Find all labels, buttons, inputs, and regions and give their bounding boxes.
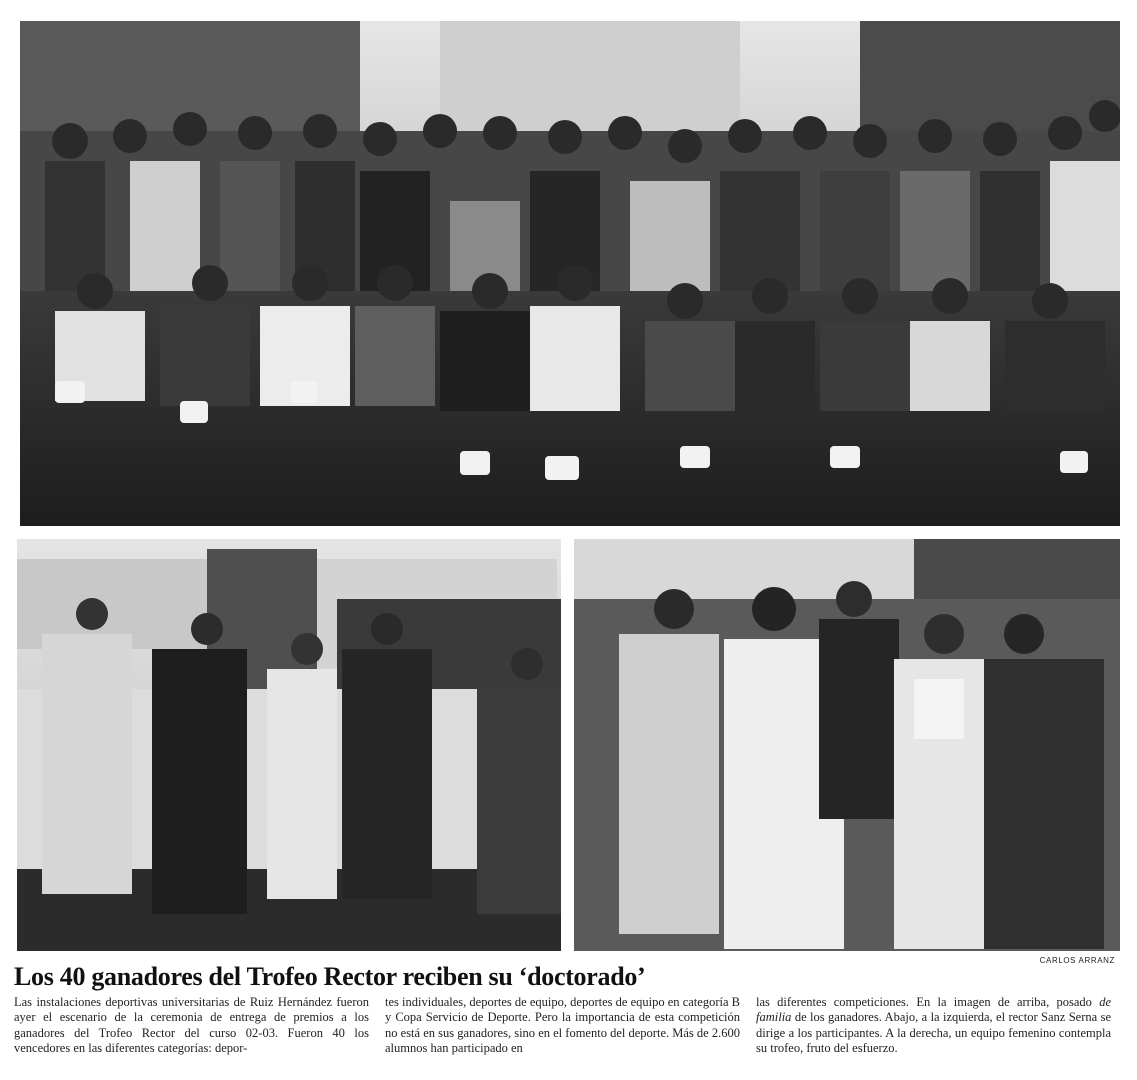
article-column-3-italic: de familia	[756, 995, 1111, 1025]
article-column-3-part-2: de los ganadores. Abajo, a la izquierda, el rector Sanz Serna se dirige a los participantes. A la derecha, un equipo femenino contempla su trofeo, fruto del esfuerzo.	[756, 1010, 1111, 1055]
article-headline: Los 40 ganadores del Trofeo Rector reciben su ‘doctorado’	[14, 962, 646, 991]
womens-team-image	[574, 539, 1120, 951]
womens-team-photo	[574, 539, 1120, 951]
article-column-1: Las instalaciones deportivas universitarias de Ruiz Hernández fueron ayer el escenario de la ceremonia de entrega de premios a los ganadores del Trofeo Rector del curso 02-03. Fueron 40 los vencedores en las diferentes categorías: depor-	[14, 995, 369, 1055]
group-photo-image	[20, 21, 1120, 526]
rector-speech-photo	[17, 539, 561, 951]
article-column-2: tes individuales, deportes de equipo, deportes de equipo en categoría B y Copa Servicio de Deporte. Pero la importancia de esta competición no está en sus ganadores, sino en el fomento del deporte. Más de 2.600 alumnos han participado en	[385, 995, 740, 1055]
rector-speech-image	[17, 539, 561, 951]
photo-credit: CARLOS ARRANZ	[1039, 956, 1115, 965]
article-body	[14, 995, 1122, 1056]
article-column-3-part-1: las diferentes competiciones. En la imagen de arriba, posado	[756, 995, 1100, 1009]
group-photo	[20, 21, 1120, 526]
article-column-3	[756, 995, 1111, 1056]
